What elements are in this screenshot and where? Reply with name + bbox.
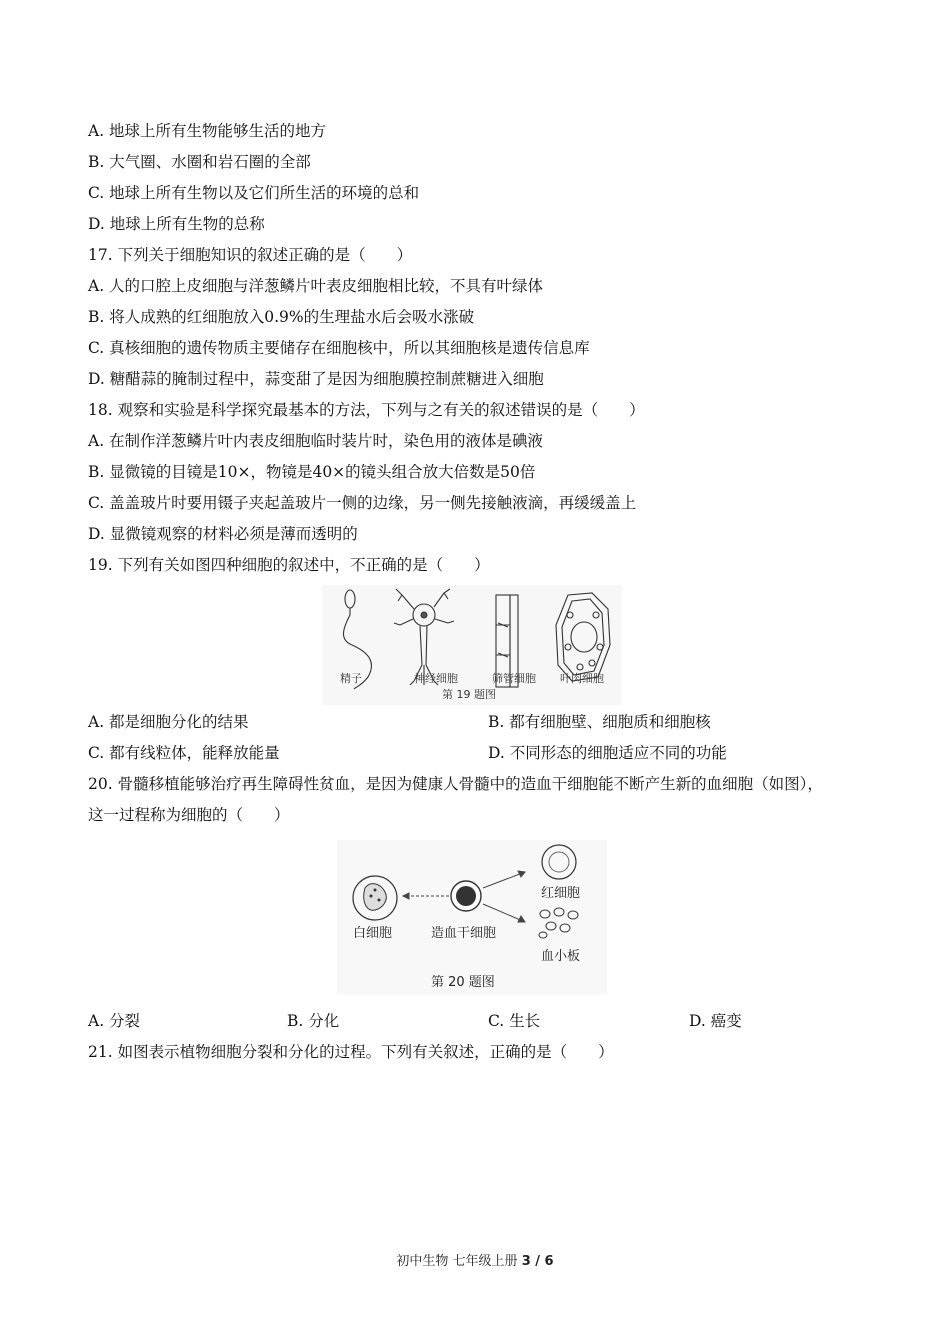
q16-option-d: D. 地球上所有生物的总称 — [88, 215, 265, 233]
hematopoietic-stem-cell-drawing — [451, 881, 481, 911]
q17-stem: 17. 下列关于细胞知识的叙述正确的是（ ） — [88, 246, 413, 264]
figure-19-caption: 第 19 题图 — [442, 688, 496, 701]
q17-option-a: A. 人的口腔上皮细胞与洋葱鳞片叶表皮细胞相比较，不具有叶绿体 — [88, 277, 544, 295]
figure-20-caption: 第 20 题图 — [431, 975, 495, 990]
q17-option-d: D. 糖醋蒜的腌制过程中，蒜变甜了是因为细胞膜控制蔗糖进入细胞 — [88, 370, 544, 388]
q20-option-a: A. 分裂 — [88, 1012, 141, 1030]
footer-text: 初中生物 七年级上册 — [396, 1254, 522, 1269]
platelet-label: 血小板 — [541, 949, 581, 964]
q17-option-c: C. 真核细胞的遗传物质主要储存在细胞核中，所以其细胞核是遗传信息库 — [88, 339, 590, 357]
q19-figure — [322, 585, 622, 705]
q17-option-b: B. 将人成熟的红细胞放入0.9%的生理盐水后会吸水涨破 — [88, 308, 475, 326]
nerve-cell-label: 神经细胞 — [414, 672, 458, 685]
q18-option-b: B. 显微镜的目镜是10×，物镜是40×的镜头组合放大倍数是50倍 — [88, 463, 536, 481]
q18-option-a: A. 在制作洋葱鳞片叶内表皮细胞临时装片时，染色用的液体是碘液 — [88, 432, 544, 450]
q19-option-a: A. 都是细胞分化的结果 — [88, 713, 249, 731]
sperm-label: 精子 — [340, 672, 362, 685]
q18-option-d: D. 显微镜观察的材料必须是薄而透明的 — [88, 525, 358, 543]
page-number: 3 / 6 — [521, 1254, 554, 1269]
q21-stem: 21. 如图表示植物细胞分裂和分化的过程。下列有关叙述，正确的是（ ） — [88, 1043, 614, 1061]
stem-cell-label: 造血干细胞 — [431, 926, 497, 941]
mesophyll-label: 叶肉细胞 — [560, 672, 604, 685]
q19-option-b: B. 都有细胞壁、细胞质和细胞核 — [488, 713, 711, 731]
q19-option-d: D. 不同形态的细胞适应不同的功能 — [488, 744, 727, 762]
q20-figure — [337, 840, 607, 995]
q20-stem-line2: 这一过程称为细胞的（ ） — [88, 806, 290, 824]
q16-option-b: B. 大气圈、水圈和岩石圈的全部 — [88, 153, 311, 171]
q20-option-c: C. 生长 — [488, 1012, 541, 1030]
q20-option-d: D. 癌变 — [689, 1012, 742, 1030]
q20-stem-line1: 20. 骨髓移植能够治疗再生障碍性贫血，是因为健康人骨髓中的造血干细胞能不断产生新的血细胞（如图）， — [88, 775, 823, 793]
q18-option-c: C. 盖盖玻片时要用镊子夹起盖玻片一侧的边缘，另一侧先接触液滴，再缓缓盖上 — [88, 494, 637, 512]
page-footer — [0, 1250, 950, 1269]
white-blood-cell-label: 白细胞 — [353, 926, 393, 941]
q20-option-b: B. 分化 — [287, 1012, 340, 1030]
q19-stem: 19. 下列有关如图四种细胞的叙述中，不正确的是（ ） — [88, 556, 490, 574]
red-blood-cell-label: 红细胞 — [541, 886, 581, 901]
q16-option-a: A. 地球上所有生物能够生活的地方 — [88, 122, 327, 140]
q19-option-c: C. 都有线粒体，能释放能量 — [88, 744, 280, 762]
q18-stem: 18. 观察和实验是科学探究最基本的方法，下列与之有关的叙述错误的是（ ） — [88, 401, 645, 419]
q16-option-c: C. 地球上所有生物以及它们所生活的环境的总和 — [88, 184, 420, 202]
sieve-tube-label: 筛管细胞 — [492, 672, 536, 685]
